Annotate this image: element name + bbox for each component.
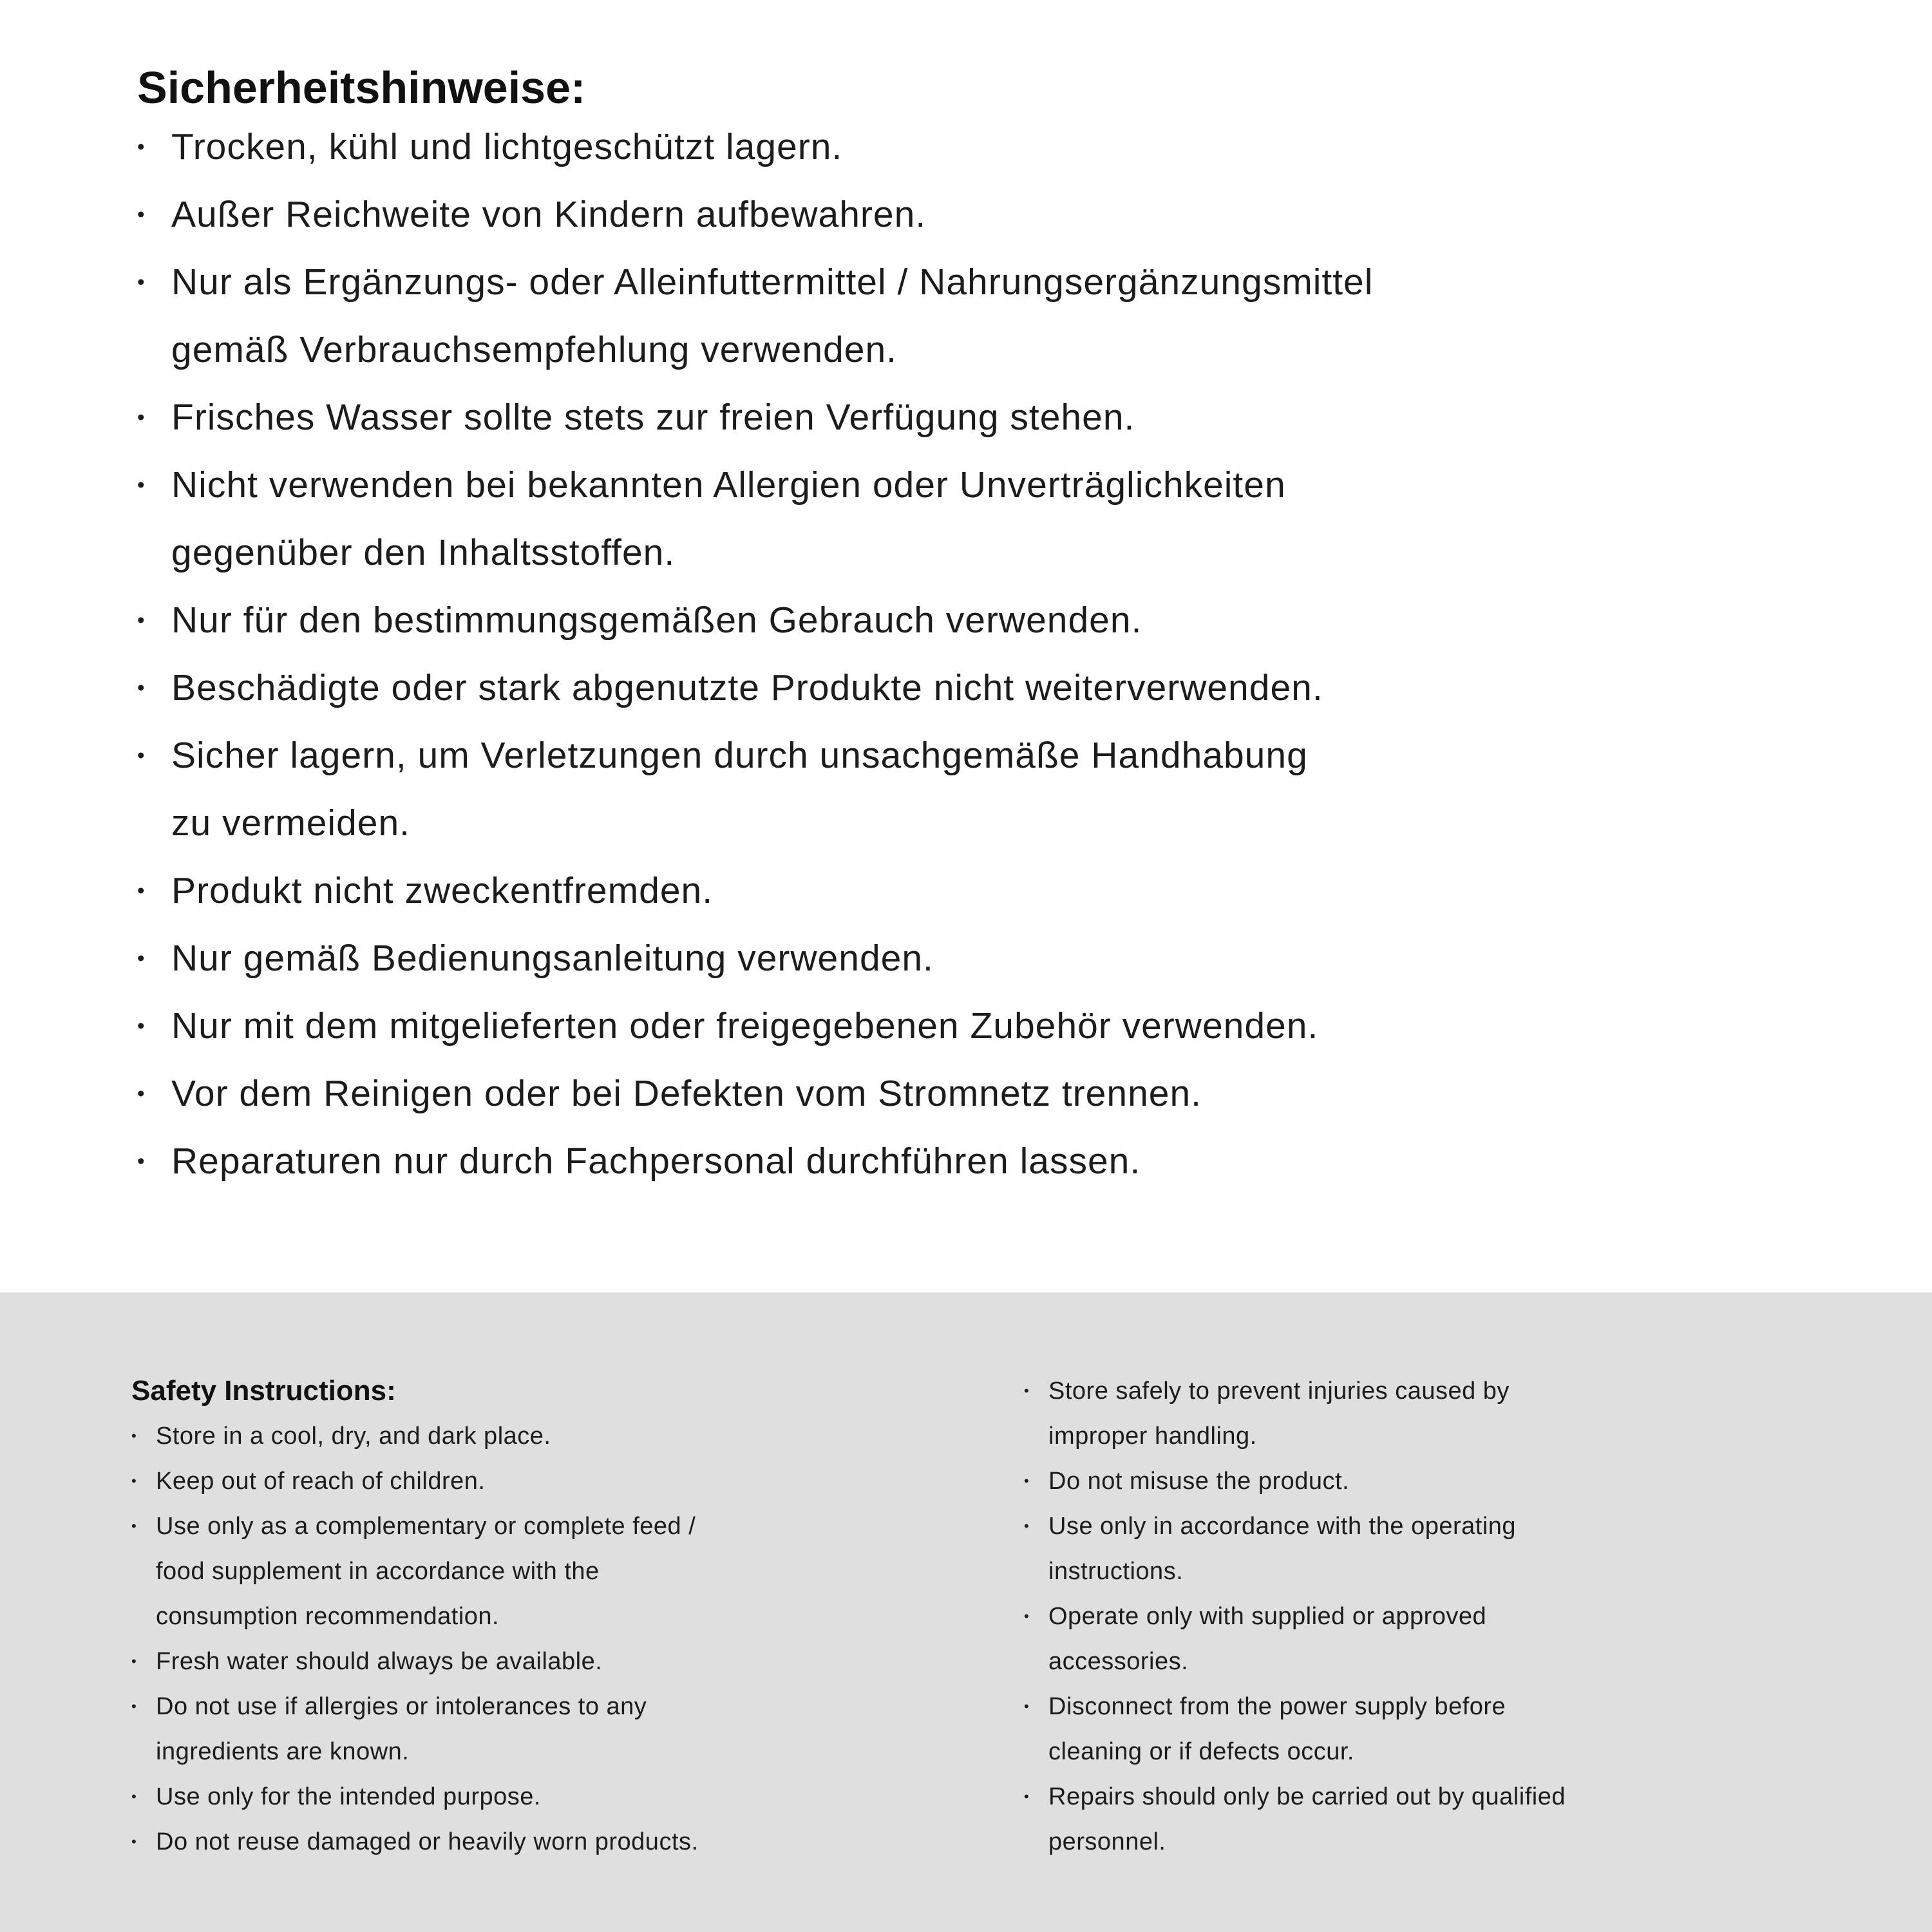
list-item xyxy=(137,925,1855,992)
list-item xyxy=(131,1504,988,1639)
list-item xyxy=(1024,1594,1919,1684)
list-item-text xyxy=(171,857,1855,925)
list-item-text xyxy=(171,1060,1855,1128)
bullet-marker: • xyxy=(137,270,146,294)
list-item xyxy=(131,1819,988,1864)
list-item-line: zu vermeiden. xyxy=(171,802,411,844)
list-item-line: Use only as a complementary or complete feed / xyxy=(156,1513,696,1540)
list-item-text xyxy=(156,1639,988,1684)
english-safety-list-right xyxy=(1024,1368,1919,1864)
bullet-marker: • xyxy=(137,203,146,227)
list-item xyxy=(131,1684,988,1774)
bullet-marker: • xyxy=(131,1653,137,1669)
bullet-marker: • xyxy=(131,1788,137,1804)
german-safety-list xyxy=(137,113,1855,1195)
list-item-text xyxy=(156,1504,988,1639)
bullet-marker: • xyxy=(137,879,146,903)
bullet-marker: • xyxy=(137,1150,146,1173)
list-item xyxy=(137,722,1855,857)
list-item xyxy=(1024,1774,1919,1864)
bullet-marker: • xyxy=(131,1428,137,1444)
list-item-text xyxy=(171,181,1855,249)
bullet-marker: • xyxy=(1024,1383,1030,1399)
list-item xyxy=(137,857,1855,925)
list-item-line: Do not reuse damaged or heavily worn products. xyxy=(156,1828,699,1855)
german-heading: Sicherheitshinweise: xyxy=(137,62,586,113)
list-item xyxy=(137,451,1855,587)
bullet-marker: • xyxy=(137,135,146,159)
list-item-line: improper handling. xyxy=(1048,1423,1257,1450)
bullet-marker: • xyxy=(131,1518,137,1534)
list-item-line: Operate only with supplied or approved xyxy=(1048,1603,1487,1630)
list-item xyxy=(137,181,1855,249)
list-item-text xyxy=(171,654,1855,722)
list-item-line: Frisches Wasser sollte stets zur freien Verfügung stehen. xyxy=(171,397,1135,438)
list-item-line: cleaning or if defects occur. xyxy=(1048,1738,1354,1765)
list-item-line: Produkt nicht zweckentfremden. xyxy=(171,870,714,911)
list-item xyxy=(137,1128,1855,1195)
list-item-text xyxy=(171,722,1855,857)
list-item-line: Nur für den bestimmungsgemäßen Gebrauch verwenden. xyxy=(171,600,1142,641)
list-item-line: ingredients are known. xyxy=(156,1738,410,1765)
list-item-text xyxy=(171,587,1855,654)
list-item xyxy=(137,587,1855,654)
list-item xyxy=(131,1639,988,1684)
list-item xyxy=(131,1414,988,1459)
list-item-text xyxy=(156,1459,988,1504)
list-item xyxy=(137,249,1855,384)
list-item xyxy=(137,654,1855,722)
bullet-marker: • xyxy=(137,473,146,497)
list-item-line: Fresh water should always be available. xyxy=(156,1648,603,1675)
list-item xyxy=(1024,1459,1919,1504)
bullet-marker: • xyxy=(137,609,146,632)
bullet-marker: • xyxy=(137,406,146,430)
bullet-marker: • xyxy=(1024,1608,1030,1624)
list-item-text xyxy=(1048,1368,1919,1459)
list-item xyxy=(137,992,1855,1060)
list-item-text xyxy=(171,992,1855,1060)
list-item-line: Nur gemäß Bedienungsanleitung verwenden. xyxy=(171,938,934,979)
list-item-text xyxy=(1048,1594,1919,1684)
bullet-marker: • xyxy=(1024,1473,1030,1489)
list-item-line: Nicht verwenden bei bekannten Allergien oder Unverträglichkeiten xyxy=(171,464,1286,506)
list-item-text xyxy=(156,1414,988,1459)
list-item-line: instructions. xyxy=(1048,1558,1184,1585)
list-item-line: Repairs should only be carried out by qualified xyxy=(1048,1783,1566,1810)
list-item-text xyxy=(156,1819,988,1864)
bullet-marker: • xyxy=(137,1014,146,1038)
list-item-line: gegenüber den Inhaltsstoffen. xyxy=(171,532,676,573)
list-item-line: Nur mit dem mitgelieferten oder freigegebenen Zubehör verwenden. xyxy=(171,1005,1319,1046)
list-item-line: Beschädigte oder stark abgenutzte Produkte nicht weiterverwenden. xyxy=(171,667,1323,708)
bullet-marker: • xyxy=(131,1698,137,1714)
list-item-text xyxy=(1048,1459,1919,1504)
list-item-line: Trocken, kühl und lichtgeschützt lagern. xyxy=(171,126,843,167)
list-item xyxy=(1024,1368,1919,1459)
list-item-text xyxy=(171,451,1855,587)
list-item-line: Do not use if allergies or intolerances to any xyxy=(156,1693,647,1720)
list-item xyxy=(1024,1684,1919,1774)
list-item-line: Disconnect from the power supply before xyxy=(1048,1693,1506,1720)
english-safety-section xyxy=(0,1293,1932,1932)
english-heading: Safety Instructions: xyxy=(131,1375,396,1406)
list-item-line: gemäß Verbrauchsempfehlung verwenden. xyxy=(171,329,897,370)
bullet-marker: • xyxy=(137,676,146,700)
list-item xyxy=(137,1060,1855,1128)
list-item xyxy=(131,1459,988,1504)
list-item-line: Reparaturen nur durch Fachpersonal durchführen lassen. xyxy=(171,1141,1141,1182)
bullet-marker: • xyxy=(137,947,146,971)
bullet-marker: • xyxy=(1024,1788,1030,1804)
list-item-text xyxy=(1048,1684,1919,1774)
list-item-line: Store in a cool, dry, and dark place. xyxy=(156,1423,551,1450)
bullet-marker: • xyxy=(131,1833,137,1850)
list-item-text xyxy=(171,925,1855,992)
list-item-text xyxy=(156,1774,988,1819)
list-item-text xyxy=(1048,1774,1919,1864)
list-item-line: Use only for the intended purpose. xyxy=(156,1783,541,1810)
list-item-line: Nur als Ergänzungs- oder Alleinfuttermittel / Nahrungsergänzungsmittel xyxy=(171,261,1374,303)
list-item-line: Sicher lagern, um Verletzungen durch unsachgemäße Handhabung xyxy=(171,735,1308,776)
list-item xyxy=(137,113,1855,181)
list-item-text xyxy=(1048,1504,1919,1594)
list-item-text xyxy=(171,249,1855,384)
bullet-marker: • xyxy=(1024,1518,1030,1534)
bullet-marker: • xyxy=(137,1082,146,1106)
list-item-line: accessories. xyxy=(1048,1648,1189,1675)
list-item xyxy=(137,384,1855,451)
english-safety-list-left xyxy=(131,1414,988,1864)
list-item-line: Keep out of reach of children. xyxy=(156,1468,486,1495)
list-item-text xyxy=(171,1128,1855,1195)
list-item-line: food supplement in accordance with the xyxy=(156,1558,600,1585)
list-item-line: Außer Reichweite von Kindern aufbewahren. xyxy=(171,194,927,235)
list-item-line: Store safely to prevent injuries caused by xyxy=(1048,1378,1510,1405)
english-right-column xyxy=(1024,1368,1919,1864)
list-item-text xyxy=(156,1684,988,1774)
bullet-marker: • xyxy=(137,744,146,768)
list-item-text xyxy=(171,113,1855,181)
bullet-marker: • xyxy=(1024,1698,1030,1714)
bullet-marker: • xyxy=(131,1473,137,1489)
list-item-line: Do not misuse the product. xyxy=(1048,1468,1350,1495)
english-left-column xyxy=(131,1368,988,1864)
list-item-line: consumption recommendation. xyxy=(156,1603,500,1630)
list-item-text xyxy=(171,384,1855,451)
list-item xyxy=(1024,1504,1919,1594)
list-item xyxy=(131,1774,988,1819)
list-item-line: Use only in accordance with the operating xyxy=(1048,1513,1517,1540)
list-item-line: personnel. xyxy=(1048,1828,1166,1855)
list-item-line: Vor dem Reinigen oder bei Defekten vom Stromnetz trennen. xyxy=(171,1073,1202,1114)
